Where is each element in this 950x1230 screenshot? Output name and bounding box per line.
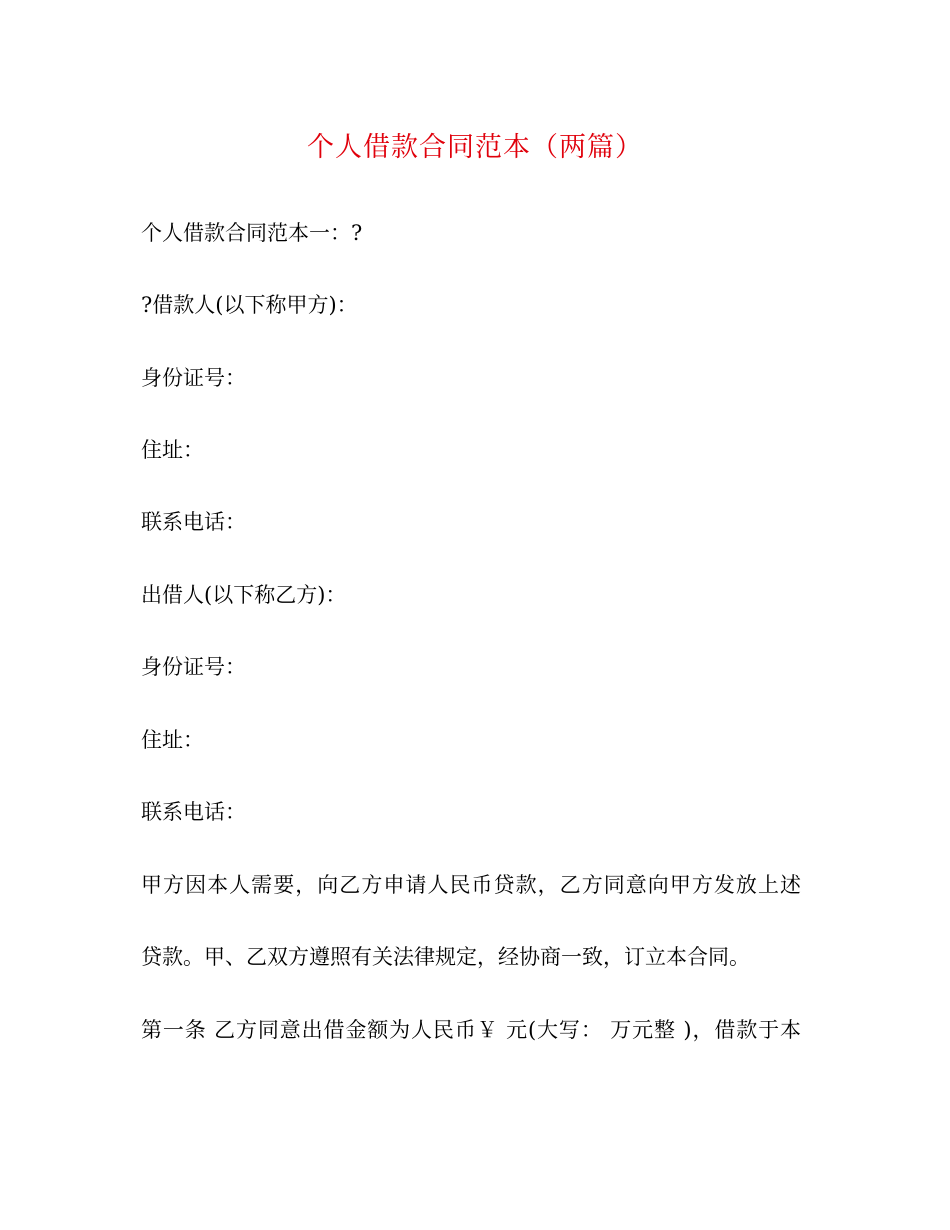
- lender-id-label: 身份证号：: [141, 655, 246, 679]
- body-paragraph-line: 贷款。甲、乙双方遵照有关法律规定，经协商一致，订立本合同。: [141, 945, 750, 969]
- body-paragraph-line: 甲方因本人需要，向乙方申请人民币贷款，乙方同意向甲方发放上述: [141, 873, 801, 897]
- lender-phone-label: 联系电话：: [141, 800, 246, 824]
- section-heading: 个人借款合同范本一：?: [141, 221, 363, 245]
- borrower-address-label: 住址：: [141, 438, 204, 462]
- document-title: 个人借款合同范本（两篇）: [307, 132, 643, 163]
- lender-address-label: 住址：: [141, 728, 204, 752]
- borrower-label: ?借款人(以下称甲方)：: [141, 293, 358, 317]
- lender-label: 出借人(以下称乙方)：: [141, 583, 347, 607]
- borrower-phone-label: 联系电话：: [141, 510, 246, 534]
- borrower-id-label: 身份证号：: [141, 366, 246, 390]
- article-one-line: 第一条 乙方同意出借金额为人民币￥ 元(大写： 万元整 )，借款于本: [141, 1018, 801, 1042]
